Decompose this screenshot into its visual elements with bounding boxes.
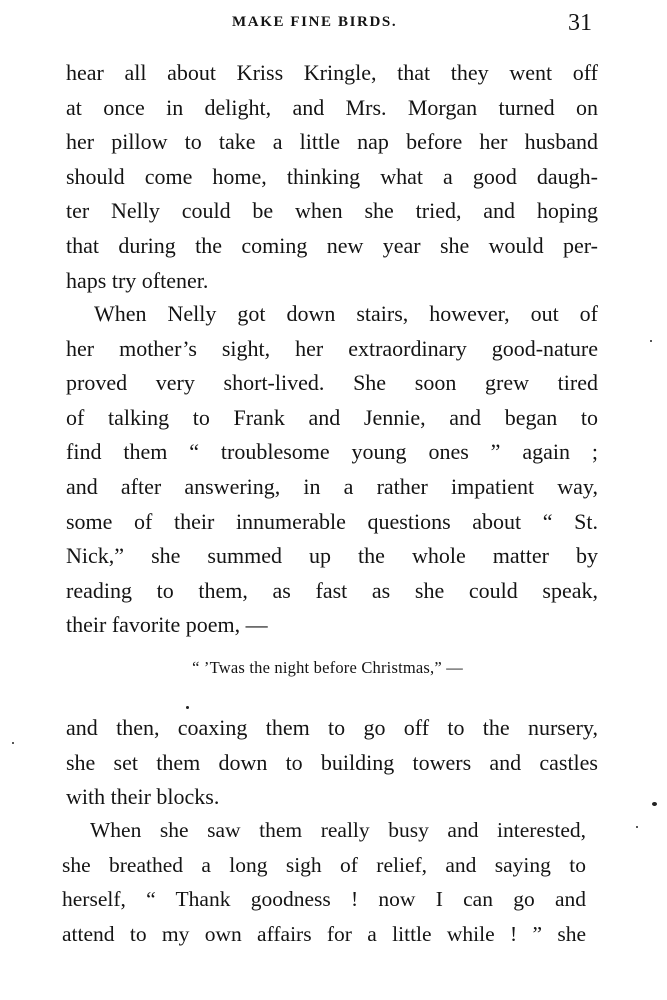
page-number: 31	[568, 10, 592, 36]
text-line: her mother’s sight, her extraordinary good-nature	[66, 335, 598, 361]
text-line: reading to them, as fast as she could speak,	[66, 577, 598, 603]
running-head	[0, 10, 667, 40]
text-line: their favorite poem, —	[66, 612, 268, 638]
text-line: proved very short-lived. She soon grew tired	[66, 370, 598, 396]
text-line: she breathed a long sigh of relief, and saying to	[62, 852, 586, 877]
running-title: MAKE FINE BIRDS.	[232, 14, 398, 30]
ink-speck	[650, 340, 652, 342]
text-line: Nick,” she summed up the whole matter by	[66, 543, 598, 569]
text-line: find them “ troublesome young ones ” again ;	[66, 439, 598, 465]
paragraph-1	[66, 56, 598, 298]
text-line: and then, coaxing them to go off to the nursery,	[66, 715, 598, 740]
text-line: should come home, thinking what a good daugh-	[66, 163, 598, 189]
ink-speck	[12, 742, 14, 744]
quoted-verse	[0, 658, 667, 678]
quoted-verse-text: “ ’Twas the night before Christmas,” —	[192, 658, 463, 677]
ink-speck	[186, 706, 189, 709]
text-line: When she saw them really busy and interested,	[90, 818, 586, 842]
text-line: of talking to Frank and Jennie, and began to	[66, 404, 598, 430]
text-line: hear all about Kriss Kringle, that they went off	[66, 60, 598, 85]
paragraph-4	[62, 813, 586, 951]
paragraph-2	[66, 297, 598, 643]
text-line: that during the coming new year she would per-	[66, 232, 598, 258]
text-line: her pillow to take a little nap before her husband	[66, 129, 598, 155]
text-line: When Nelly got down stairs, however, out of	[94, 301, 598, 326]
ink-speck	[652, 802, 657, 806]
text-line: she set them down to building towers and castles	[66, 749, 598, 775]
text-line: and after answering, in a rather impatient way,	[66, 473, 598, 499]
text-line: herself, “ Thank goodness ! now I can go and	[62, 887, 586, 912]
text-line: at once in delight, and Mrs. Morgan turned on	[66, 94, 598, 120]
text-line: attend to my own affairs for a little while ! ” she	[62, 921, 586, 946]
text-line: some of their innumerable questions about “ St.	[66, 508, 598, 534]
text-line: ter Nelly could be when she tried, and hoping	[66, 198, 598, 224]
paragraph-3	[66, 711, 598, 815]
ink-speck	[636, 826, 638, 828]
text-line: with their blocks.	[66, 784, 220, 810]
text-line: haps try oftener.	[66, 267, 209, 293]
